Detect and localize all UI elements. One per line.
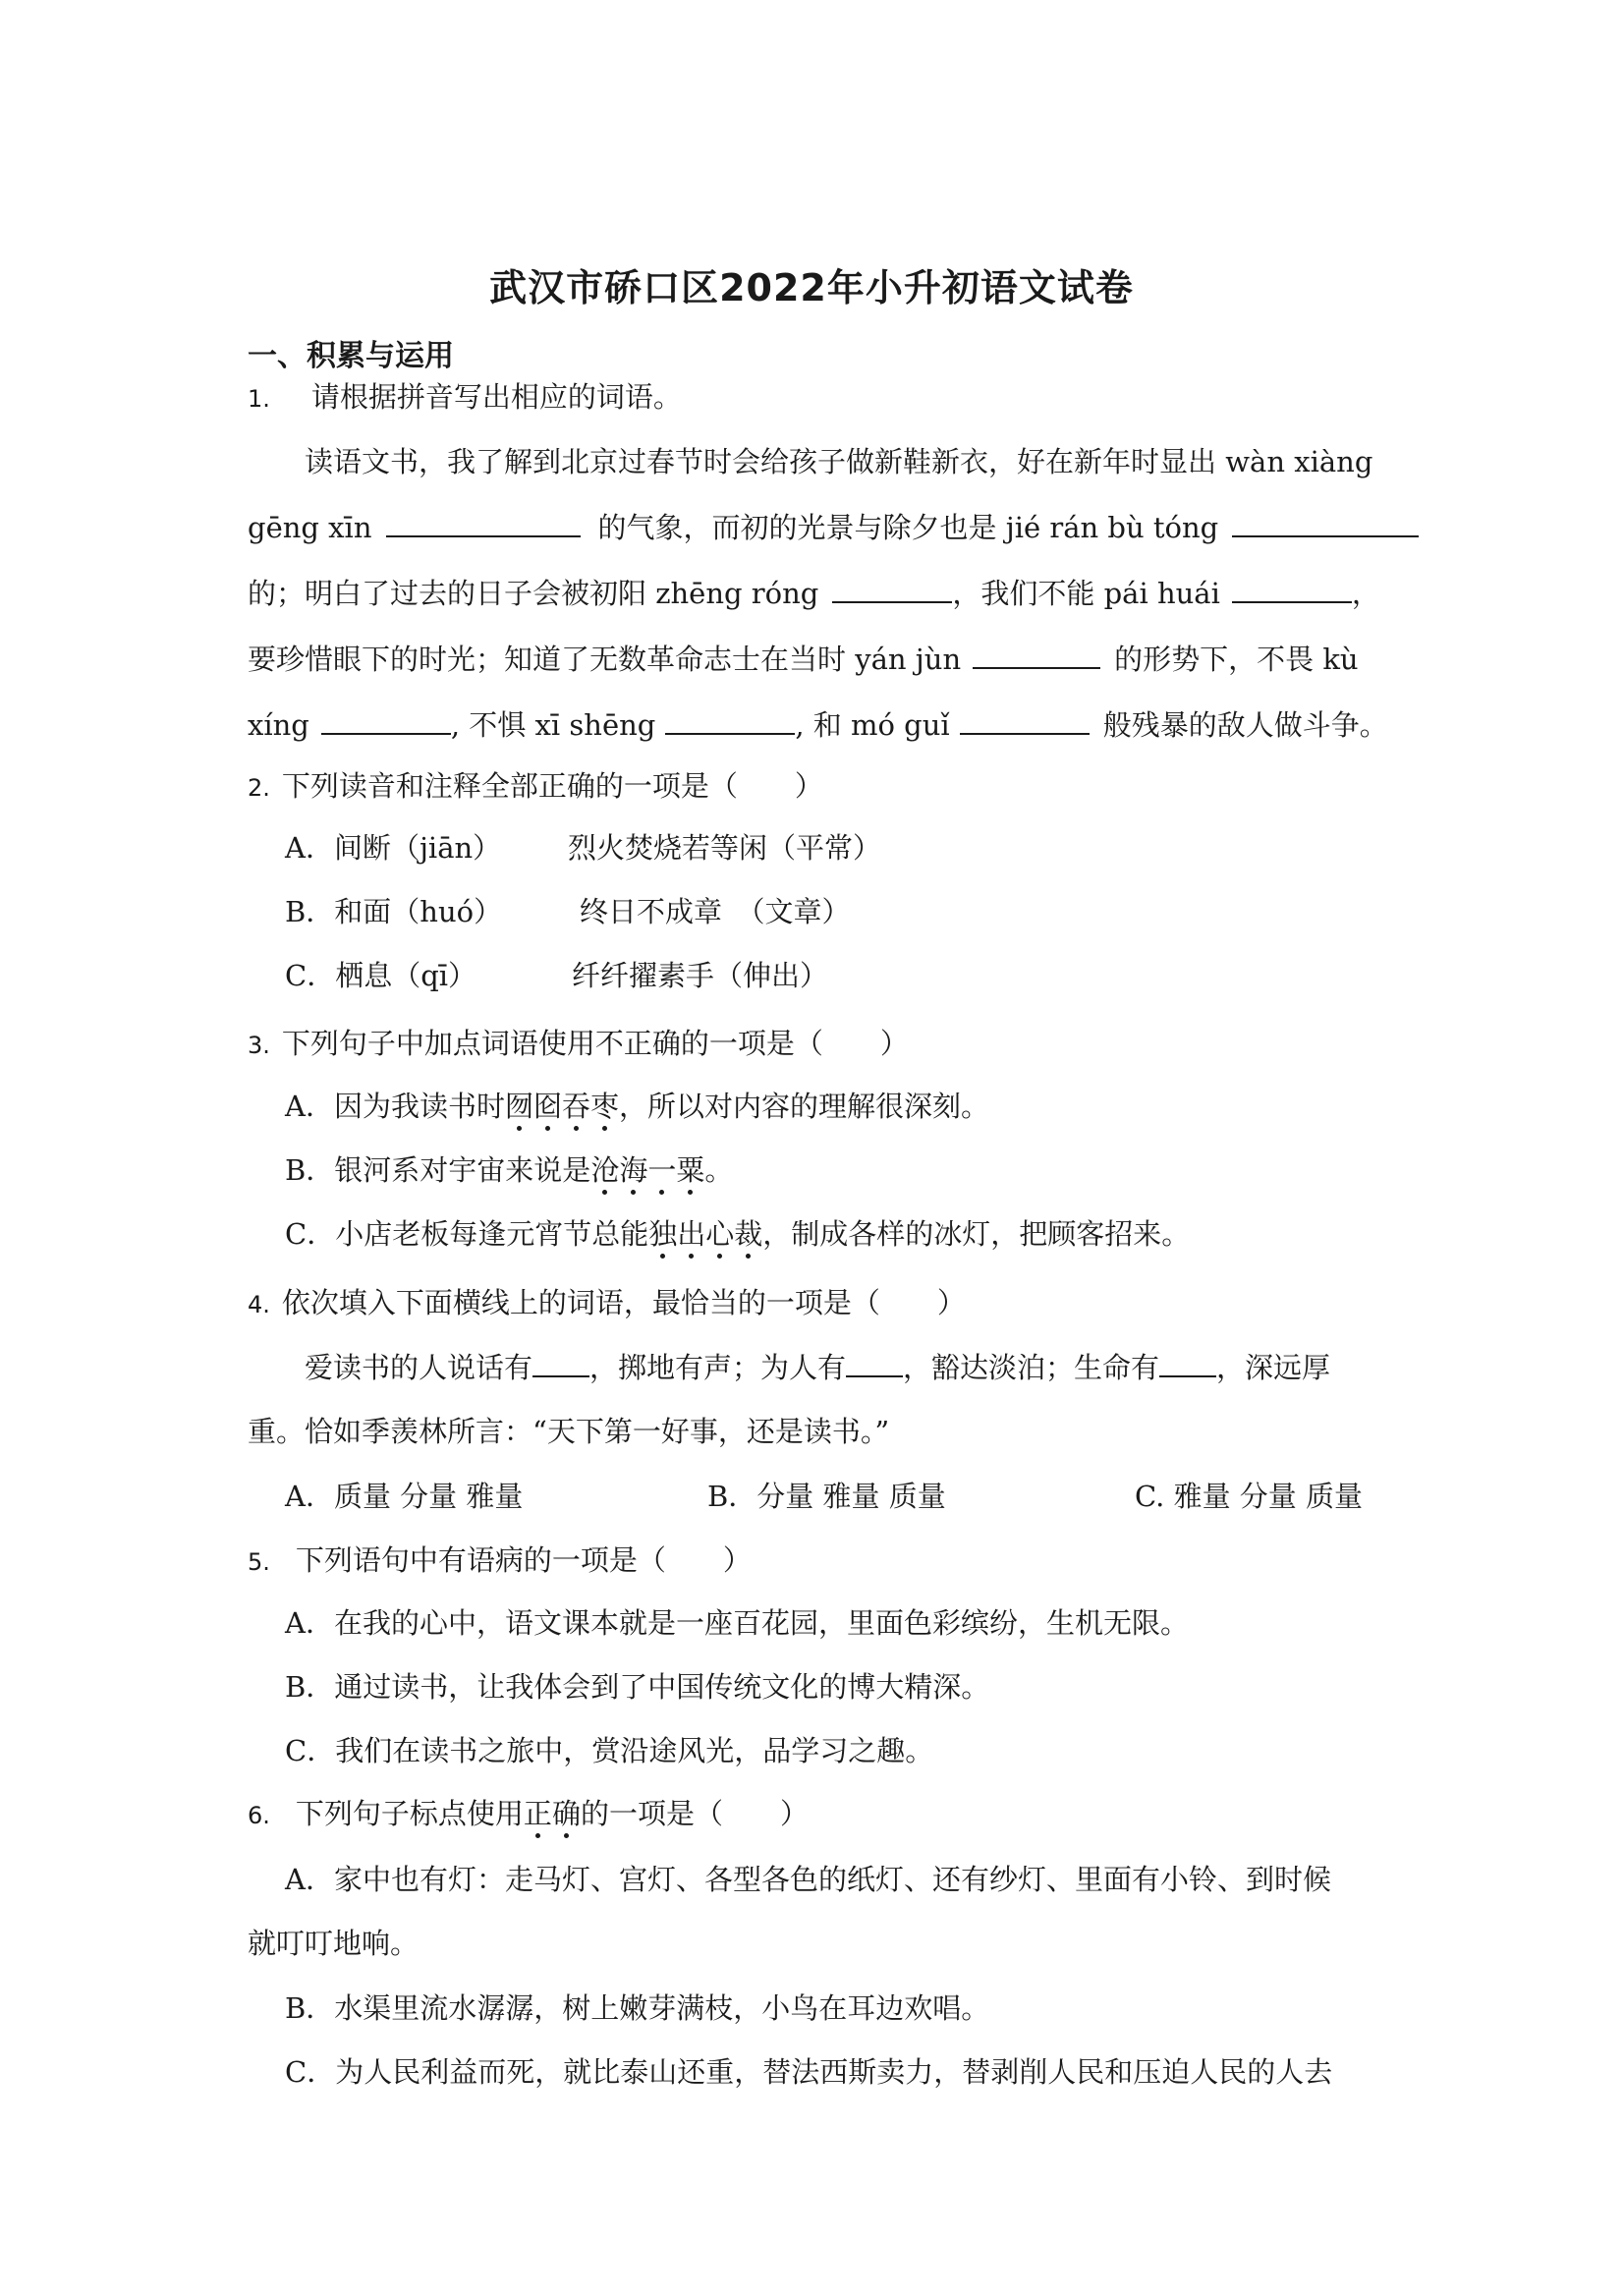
- passage-text: ，掷地有声；为人有: [589, 1351, 847, 1384]
- option-b[interactable]: [285, 892, 502, 931]
- option-a[interactable]: A．家中也有灯：走马灯、宫灯、各型各色的纸灯、还有纱灯、里面有小铃、到时候: [285, 1863, 1331, 1896]
- option-c[interactable]: [285, 956, 476, 995]
- question-number: 5.: [248, 1548, 270, 1576]
- option-text: C．小店老板每逢元宵节总能: [285, 1217, 649, 1251]
- question-text: 依次填入下面横线上的词语，最恰当的一项是（ ）: [281, 1286, 966, 1319]
- option-b-detail: 终日不成章 （文章）: [580, 895, 851, 928]
- passage-text: 爱读书的人说话有: [305, 1351, 533, 1384]
- emphasis-dot-char: 裁: [734, 1217, 763, 1251]
- question-number: 4.: [248, 1291, 270, 1318]
- answer-blank[interactable]: [832, 576, 952, 603]
- option-c-detail: 纤纤擢素手（伸出）: [572, 959, 829, 992]
- dotted-phrase: [590, 1153, 704, 1187]
- answer-blank[interactable]: [1232, 576, 1352, 603]
- section-heading: 一、积累与运用: [248, 339, 454, 373]
- emphasis-dot-char: 沧: [590, 1153, 620, 1187]
- question-text: , 不惧 xī shēng: [450, 708, 656, 742]
- option-text: ，制成各样的冰灯，把顾客招来。: [762, 1217, 1191, 1251]
- question-1-line-5: [248, 705, 1388, 745]
- emphasis-dot-char: 一: [647, 1153, 677, 1187]
- question-6-stem: [248, 1794, 809, 1835]
- question-text: ，: [1351, 577, 1380, 610]
- question-text: 的一项是（ ）: [580, 1797, 809, 1830]
- option-a[interactable]: [285, 1087, 989, 1126]
- option-label: B．和面（huó）: [285, 895, 503, 928]
- dotted-phrase: [505, 1090, 619, 1123]
- question-text: 的气象，而初的光景与除夕也是 jié rán bù tóng: [597, 511, 1219, 544]
- emphasis-dot-char: 枣: [590, 1090, 620, 1123]
- question-3-stem: [248, 1024, 909, 1065]
- option-text: 。: [704, 1153, 734, 1187]
- emphasis-dot-char: 囫: [504, 1090, 533, 1123]
- question-number: 6.: [248, 1802, 270, 1829]
- option-a[interactable]: A．质量 分量 雅量: [285, 1480, 524, 1513]
- option-c[interactable]: C. 雅量 分量 质量: [1135, 1480, 1364, 1513]
- question-text: 般残暴的敌人做斗争。: [1102, 708, 1388, 742]
- answer-blank[interactable]: [1159, 1350, 1216, 1377]
- option-label: C．栖息（qī）: [285, 959, 477, 992]
- answer-blank[interactable]: [532, 1350, 589, 1377]
- page-title: 武汉市硚口区2022年小升初语文试卷: [489, 266, 1134, 309]
- question-1-line-1: 读语文书，我了解到北京过春节时会给孩子做新鞋新衣，好在新年时显出 wàn xiàng: [305, 445, 1373, 478]
- pinyin-text: xíng: [248, 708, 309, 742]
- question-number: 3.: [248, 1032, 270, 1059]
- dotted-phrase: [524, 1797, 581, 1830]
- question-text: 下列语句中有语病的一项是（ ）: [295, 1543, 752, 1577]
- option-c[interactable]: C．为人民利益而死，就比泰山还重，替法西斯卖力，替剥削人民和压迫人民的人去: [285, 2055, 1333, 2089]
- option-b[interactable]: B．分量 雅量 质量: [707, 1480, 946, 1513]
- answer-blank[interactable]: [1232, 510, 1419, 537]
- answer-blank[interactable]: [973, 642, 1100, 669]
- question-1-line-2: [248, 508, 1419, 547]
- answer-blank[interactable]: [846, 1350, 903, 1377]
- pinyin-text: gēng xīn: [248, 511, 372, 544]
- answer-blank[interactable]: [321, 707, 451, 735]
- emphasis-dot-char: 正: [523, 1797, 552, 1830]
- emphasis-dot-char: 粟: [676, 1153, 705, 1187]
- passage-text: ，豁达淡泊；生命有: [903, 1351, 1160, 1384]
- question-text: 下列读音和注释全部正确的一项是（ ）: [281, 769, 823, 803]
- emphasis-dot-char: 囵: [532, 1090, 562, 1123]
- emphasis-dot-char: 出: [677, 1217, 706, 1251]
- question-text: 请根据拼音写出相应的词语。: [310, 380, 682, 414]
- option-a[interactable]: [285, 828, 501, 868]
- question-2-stem: [248, 766, 823, 808]
- option-b[interactable]: [285, 1150, 733, 1190]
- emphasis-dot-char: 心: [705, 1217, 735, 1251]
- option-c[interactable]: [285, 1214, 1190, 1254]
- question-number: 1.: [248, 385, 270, 413]
- question-text: 下列句子中加点词语使用不正确的一项是（ ）: [281, 1027, 909, 1060]
- question-1-stem: [248, 377, 682, 419]
- question-text: ，我们不能 pái huái: [952, 577, 1220, 610]
- question-5-stem: [248, 1540, 752, 1582]
- emphasis-dot-char: 吞: [561, 1090, 590, 1123]
- emphasis-dot-char: 确: [551, 1797, 581, 1830]
- passage-text: ，深远厚: [1216, 1351, 1331, 1384]
- option-a-continued: 就叮叮地响。: [248, 1927, 420, 1960]
- option-text: A．因为我读书时: [285, 1090, 505, 1123]
- option-b[interactable]: B．水渠里流水潺潺，树上嫩芽满枝，小鸟在耳边欢唱。: [285, 1991, 990, 2025]
- question-number: 2.: [248, 774, 270, 802]
- option-b[interactable]: B．通过读书，让我体会到了中国传统文化的博大精深。: [285, 1670, 990, 1704]
- answer-blank[interactable]: [960, 707, 1090, 735]
- option-a-detail: 烈火焚烧若等闲（平常）: [568, 831, 882, 865]
- emphasis-dot-char: 海: [619, 1153, 648, 1187]
- question-text: , 和 mó guǐ: [795, 708, 950, 742]
- emphasis-dot-char: 独: [648, 1217, 678, 1251]
- question-text: 的形势下，不畏 kù: [1114, 643, 1359, 676]
- option-label: A．间断（jiān）: [285, 831, 502, 865]
- option-text: ，所以对内容的理解很深刻。: [619, 1090, 990, 1123]
- answer-blank[interactable]: [386, 510, 581, 537]
- question-4-passage-line-2: 重。恰如季羡林所言：“天下第一好事，还是读书。”: [248, 1415, 890, 1448]
- dotted-phrase: [648, 1217, 762, 1251]
- option-a[interactable]: A．在我的心中，语文课本就是一座百花园，里面色彩缤纷，生机无限。: [285, 1606, 1189, 1640]
- question-1-line-4: [248, 640, 1359, 679]
- answer-blank[interactable]: [665, 707, 795, 735]
- question-text: 的；明白了过去的日子会被初阳 zhēng róng: [248, 577, 819, 610]
- question-4-stem: [248, 1283, 966, 1324]
- question-1-line-3: [248, 574, 1380, 613]
- option-c[interactable]: C．我们在读书之旅中，赏沿途风光，品学习之趣。: [285, 1734, 934, 1767]
- question-text: 下列句子标点使用: [295, 1797, 524, 1830]
- question-text: 要珍惜眼下的时光；知道了无数革命志士在当时 yán jùn: [248, 643, 962, 676]
- question-4-passage-line-1: [305, 1348, 1330, 1387]
- option-text: B．银河系对宇宙来说是: [285, 1153, 591, 1187]
